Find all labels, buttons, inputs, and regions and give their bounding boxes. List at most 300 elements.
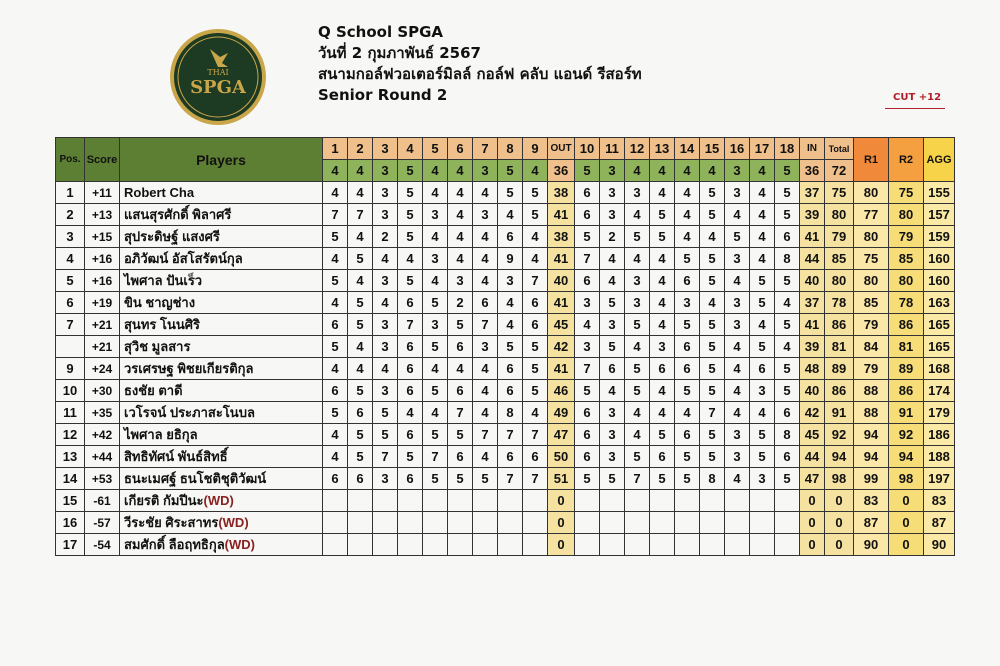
r1-score: 79: [854, 314, 889, 336]
hole-score: 6: [575, 424, 600, 446]
hole-score: 4: [373, 248, 398, 270]
r1-score: 80: [854, 226, 889, 248]
player-name-cell: [120, 534, 323, 556]
hole-score: 6: [323, 468, 348, 490]
r1-score: 84: [854, 336, 889, 358]
hole-score: 3: [725, 314, 750, 336]
hole-score: 3: [725, 248, 750, 270]
hole-score: 6: [650, 446, 675, 468]
table-row: [56, 292, 955, 314]
hole-score: [575, 512, 600, 534]
out-total: 41: [548, 248, 575, 270]
hole-score: [650, 490, 675, 512]
hole-score: 5: [575, 226, 600, 248]
hole-score: 6: [398, 468, 423, 490]
hole-score: 6: [600, 358, 625, 380]
hole-score: 5: [423, 336, 448, 358]
r2-score: 89: [889, 358, 924, 380]
hole-score: 4: [423, 270, 448, 292]
hole-par: 3: [473, 160, 498, 182]
row-position: 15: [56, 490, 85, 512]
hole-par: 4: [323, 160, 348, 182]
hole-score: 8: [775, 424, 800, 446]
hole-score: 3: [725, 292, 750, 314]
hole-score: 5: [775, 314, 800, 336]
hole-number: 2: [348, 138, 373, 160]
hole-score: 4: [498, 292, 523, 314]
hole-number: 16: [725, 138, 750, 160]
hole-score: [373, 534, 398, 556]
aggregate-score: 186: [924, 424, 955, 446]
hole-score: 4: [650, 270, 675, 292]
round-total: 79: [825, 226, 854, 248]
hole-score: [348, 512, 373, 534]
hole-score: 2: [448, 292, 473, 314]
hole-score: 4: [323, 358, 348, 380]
out-total: 41: [548, 292, 575, 314]
hole-score: 5: [700, 182, 725, 204]
hole-score: 6: [675, 358, 700, 380]
hole-score: 5: [750, 336, 775, 358]
hole-score: 5: [700, 270, 725, 292]
r1-score: 79: [854, 358, 889, 380]
row-position: 17: [56, 534, 85, 556]
col-score-header: Score: [85, 138, 120, 182]
hole-score: 3: [373, 204, 398, 226]
hole-score: 5: [750, 446, 775, 468]
hole-score: 4: [725, 468, 750, 490]
hole-score: [473, 512, 498, 534]
hole-score: 4: [750, 314, 775, 336]
hole-par: 5: [775, 160, 800, 182]
r1-score: 80: [854, 182, 889, 204]
row-score: +30: [85, 380, 120, 402]
hole-score: 6: [775, 226, 800, 248]
hole-score: 3: [725, 424, 750, 446]
hole-score: 7: [448, 402, 473, 424]
hole-score: 4: [725, 336, 750, 358]
hole-number: 15: [700, 138, 725, 160]
hole-par: 4: [523, 160, 548, 182]
hole-par: 4: [625, 160, 650, 182]
hole-score: [600, 534, 625, 556]
row-position: 5: [56, 270, 85, 292]
hole-score: 5: [398, 226, 423, 248]
hole-score: 5: [675, 380, 700, 402]
hole-score: 5: [725, 226, 750, 248]
hole-score: 4: [523, 402, 548, 424]
out-total: 47: [548, 424, 575, 446]
aggregate-score: 174: [924, 380, 955, 402]
hole-score: 4: [473, 248, 498, 270]
hole-score: 5: [323, 226, 348, 248]
hole-score: 3: [448, 270, 473, 292]
round-total: 80: [825, 270, 854, 292]
hole-score: 8: [700, 468, 725, 490]
hole-score: 5: [523, 380, 548, 402]
hole-score: 7: [523, 468, 548, 490]
hole-number: 12: [625, 138, 650, 160]
hole-score: 7: [700, 402, 725, 424]
hole-score: 4: [625, 248, 650, 270]
hole-score: 7: [473, 424, 498, 446]
row-position: 6: [56, 292, 85, 314]
table-row: [56, 204, 955, 226]
hole-number: 8: [498, 138, 523, 160]
withdrawn-tag: (WD): [224, 537, 255, 552]
in-total: 44: [800, 248, 825, 270]
hole-score: 4: [323, 248, 348, 270]
hole-score: 7: [423, 446, 448, 468]
hole-score: 4: [700, 226, 725, 248]
hole-score: 4: [625, 204, 650, 226]
hole-score: 6: [498, 446, 523, 468]
hole-score: 3: [600, 314, 625, 336]
hole-score: 4: [523, 226, 548, 248]
out-total: 49: [548, 402, 575, 424]
hole-score: 6: [750, 358, 775, 380]
hole-score: 4: [523, 248, 548, 270]
table-row: [56, 270, 955, 292]
hole-score: [625, 534, 650, 556]
hole-score: 6: [448, 446, 473, 468]
player-name-cell: [120, 402, 323, 424]
hole-score: 3: [725, 446, 750, 468]
r2-score: 86: [889, 314, 924, 336]
hole-score: 4: [650, 402, 675, 424]
out-total: 45: [548, 314, 575, 336]
hole-score: 5: [323, 336, 348, 358]
r2-score: 79: [889, 226, 924, 248]
hole-score: 5: [398, 270, 423, 292]
row-score: +16: [85, 270, 120, 292]
row-position: 9: [56, 358, 85, 380]
r1-score: 87: [854, 512, 889, 534]
table-row: [56, 380, 955, 402]
hole-score: 5: [625, 358, 650, 380]
hole-score: 5: [775, 380, 800, 402]
hole-number: 3: [373, 138, 398, 160]
hole-score: 5: [348, 292, 373, 314]
hole-score: 6: [523, 314, 548, 336]
out-total: 41: [548, 204, 575, 226]
hole-score: 5: [423, 424, 448, 446]
player-name: Robert Cha: [124, 185, 195, 200]
hole-score: 4: [448, 204, 473, 226]
player-name: วีระชัย ศิระสาทร: [124, 515, 219, 530]
hole-number: 11: [600, 138, 625, 160]
hole-score: 5: [775, 182, 800, 204]
hole-score: 5: [448, 424, 473, 446]
hole-score: 7: [373, 446, 398, 468]
aggregate-score: 160: [924, 248, 955, 270]
col-out-header: OUT: [548, 138, 575, 160]
hole-score: [775, 512, 800, 534]
in-total: 39: [800, 336, 825, 358]
hole-score: 6: [575, 204, 600, 226]
document-header: [318, 22, 642, 106]
hole-score: 4: [750, 248, 775, 270]
hole-score: 4: [725, 270, 750, 292]
out-total: 38: [548, 182, 575, 204]
hole-score: [700, 534, 725, 556]
hole-score: 4: [750, 226, 775, 248]
col-total-header: Total: [825, 138, 854, 160]
hole-score: 5: [625, 314, 650, 336]
hole-par: 4: [650, 160, 675, 182]
hole-score: 4: [650, 380, 675, 402]
round-total: 91: [825, 402, 854, 424]
row-position: 2: [56, 204, 85, 226]
hole-score: [750, 512, 775, 534]
hole-score: 6: [348, 468, 373, 490]
hole-score: 2: [373, 226, 398, 248]
hole-par: 5: [398, 160, 423, 182]
hole-score: 5: [650, 468, 675, 490]
out-total: 50: [548, 446, 575, 468]
player-name-cell: [120, 226, 323, 248]
hole-score: 6: [398, 358, 423, 380]
hole-score: 6: [448, 380, 473, 402]
hole-score: 6: [323, 314, 348, 336]
player-name: แสนสุรศักดิ์ พิลาศรี: [124, 207, 232, 222]
hole-score: 5: [675, 248, 700, 270]
hole-score: 5: [398, 182, 423, 204]
hole-par: 3: [725, 160, 750, 182]
player-name: เกียรติ กัมปีนะ: [124, 493, 204, 508]
hole-score: 4: [775, 336, 800, 358]
hole-score: [650, 512, 675, 534]
player-name-cell: [120, 336, 323, 358]
hole-score: 5: [323, 402, 348, 424]
hole-score: 5: [348, 424, 373, 446]
hole-score: 5: [650, 226, 675, 248]
aggregate-score: 168: [924, 358, 955, 380]
hole-score: 4: [423, 226, 448, 248]
row-position: 3: [56, 226, 85, 248]
round-total: 98: [825, 468, 854, 490]
round-total: 75: [825, 182, 854, 204]
hole-score: 4: [473, 270, 498, 292]
hole-score: 4: [448, 226, 473, 248]
hole-score: 3: [600, 402, 625, 424]
in-total: 0: [800, 490, 825, 512]
hole-score: 3: [373, 182, 398, 204]
hole-number: 14: [675, 138, 700, 160]
hole-score: 5: [625, 226, 650, 248]
round-total: 80: [825, 204, 854, 226]
row-score: -57: [85, 512, 120, 534]
in-total: 47: [800, 468, 825, 490]
hole-par: 4: [700, 160, 725, 182]
row-score: +16: [85, 248, 120, 270]
hole-score: [700, 512, 725, 534]
hole-score: 7: [498, 424, 523, 446]
table-row: [56, 446, 955, 468]
hole-score: 6: [650, 358, 675, 380]
header-title: Q School SPGA: [318, 23, 444, 41]
hole-score: 5: [650, 424, 675, 446]
hole-score: 4: [473, 446, 498, 468]
out-total: 51: [548, 468, 575, 490]
hole-score: [373, 512, 398, 534]
row-score: +35: [85, 402, 120, 424]
hole-score: 3: [423, 204, 448, 226]
hole-score: 7: [398, 314, 423, 336]
round-total: 86: [825, 314, 854, 336]
row-position: 11: [56, 402, 85, 424]
round-total: 86: [825, 380, 854, 402]
hole-score: [700, 490, 725, 512]
row-score: +24: [85, 358, 120, 380]
hole-score: 4: [348, 358, 373, 380]
table-row: [56, 336, 955, 358]
row-score: +13: [85, 204, 120, 226]
logo-sub-text: THAI: [207, 68, 229, 77]
hole-score: [323, 512, 348, 534]
aggregate-score: 179: [924, 402, 955, 424]
hole-score: [523, 512, 548, 534]
hole-score: 5: [323, 270, 348, 292]
row-score: +15: [85, 226, 120, 248]
in-total: 41: [800, 226, 825, 248]
r2-score: 0: [889, 512, 924, 534]
hole-score: [775, 534, 800, 556]
hole-score: 4: [448, 358, 473, 380]
hole-score: 5: [523, 182, 548, 204]
col-r1-header: R1: [854, 138, 889, 182]
hole-score: [398, 512, 423, 534]
in-total: 40: [800, 380, 825, 402]
hole-score: 3: [650, 336, 675, 358]
row-score: +44: [85, 446, 120, 468]
hole-score: [348, 490, 373, 512]
hole-score: 4: [750, 182, 775, 204]
table-row: [56, 314, 955, 336]
hole-score: 5: [348, 446, 373, 468]
hole-score: [498, 490, 523, 512]
row-score: +42: [85, 424, 120, 446]
hole-score: 4: [473, 380, 498, 402]
hole-score: [423, 490, 448, 512]
hole-score: [600, 512, 625, 534]
hole-score: 5: [575, 468, 600, 490]
player-name-cell: [120, 182, 323, 204]
hole-score: [448, 490, 473, 512]
hole-score: 4: [600, 248, 625, 270]
r1-score: 80: [854, 270, 889, 292]
hole-score: 8: [775, 248, 800, 270]
hole-score: 4: [600, 270, 625, 292]
player-name-cell: [120, 468, 323, 490]
hole-score: 4: [650, 292, 675, 314]
hole-score: 3: [373, 270, 398, 292]
round-total: 85: [825, 248, 854, 270]
hole-score: [725, 490, 750, 512]
r1-score: 75: [854, 248, 889, 270]
col-in-header: IN: [800, 138, 825, 160]
player-name: สุวิช มูลสาร: [124, 339, 191, 354]
hole-par: 3: [600, 160, 625, 182]
aggregate-score: 165: [924, 336, 955, 358]
player-name-cell: [120, 446, 323, 468]
hole-score: 5: [373, 402, 398, 424]
hole-score: 5: [625, 380, 650, 402]
hole-score: 5: [523, 358, 548, 380]
hole-score: [448, 512, 473, 534]
hole-score: 4: [750, 204, 775, 226]
hole-score: 3: [600, 446, 625, 468]
row-position: 1: [56, 182, 85, 204]
hole-score: 4: [675, 182, 700, 204]
row-position: 12: [56, 424, 85, 446]
hole-score: [498, 512, 523, 534]
row-position: 10: [56, 380, 85, 402]
aggregate-score: 157: [924, 204, 955, 226]
hole-score: 5: [423, 292, 448, 314]
hole-score: [498, 534, 523, 556]
player-name: สุประดิษฐ์ แสงศรี: [124, 229, 220, 244]
player-name-cell: [120, 424, 323, 446]
player-name: ขิน ชาญช่าง: [124, 295, 196, 310]
table-row: [56, 402, 955, 424]
hole-score: [523, 490, 548, 512]
row-score: -54: [85, 534, 120, 556]
hole-score: [750, 534, 775, 556]
hole-score: 5: [423, 380, 448, 402]
r2-score: 75: [889, 182, 924, 204]
player-name-cell: [120, 248, 323, 270]
player-name: ไพศาล ยธิกุล: [124, 427, 198, 442]
r2-score: 92: [889, 424, 924, 446]
round-total: 81: [825, 336, 854, 358]
in-total: 41: [800, 314, 825, 336]
hole-score: [523, 534, 548, 556]
hole-score: 3: [600, 182, 625, 204]
hole-par: 4: [423, 160, 448, 182]
hole-score: [398, 534, 423, 556]
hole-score: 6: [775, 446, 800, 468]
hole-score: 5: [750, 292, 775, 314]
hole-score: [473, 490, 498, 512]
round-total: 0: [825, 534, 854, 556]
hole-score: 5: [348, 314, 373, 336]
hole-score: 3: [625, 182, 650, 204]
r2-score: 78: [889, 292, 924, 314]
hole-score: [750, 490, 775, 512]
hole-score: 7: [348, 204, 373, 226]
hole-score: 5: [448, 314, 473, 336]
hole-score: 8: [498, 402, 523, 424]
hole-score: 6: [575, 182, 600, 204]
hole-score: 5: [473, 468, 498, 490]
player-name-cell: [120, 512, 323, 534]
r1-score: 88: [854, 380, 889, 402]
hole-score: 4: [323, 446, 348, 468]
out-total: 0: [548, 490, 575, 512]
hole-score: 5: [398, 446, 423, 468]
hole-score: 6: [323, 380, 348, 402]
hole-score: 6: [675, 424, 700, 446]
hole-score: 7: [473, 314, 498, 336]
hole-number: 18: [775, 138, 800, 160]
hole-score: 3: [373, 380, 398, 402]
hole-score: 3: [473, 336, 498, 358]
hole-score: 6: [398, 336, 423, 358]
hole-score: 4: [398, 402, 423, 424]
header-round: Senior Round 2: [318, 86, 448, 104]
r2-score: 80: [889, 204, 924, 226]
